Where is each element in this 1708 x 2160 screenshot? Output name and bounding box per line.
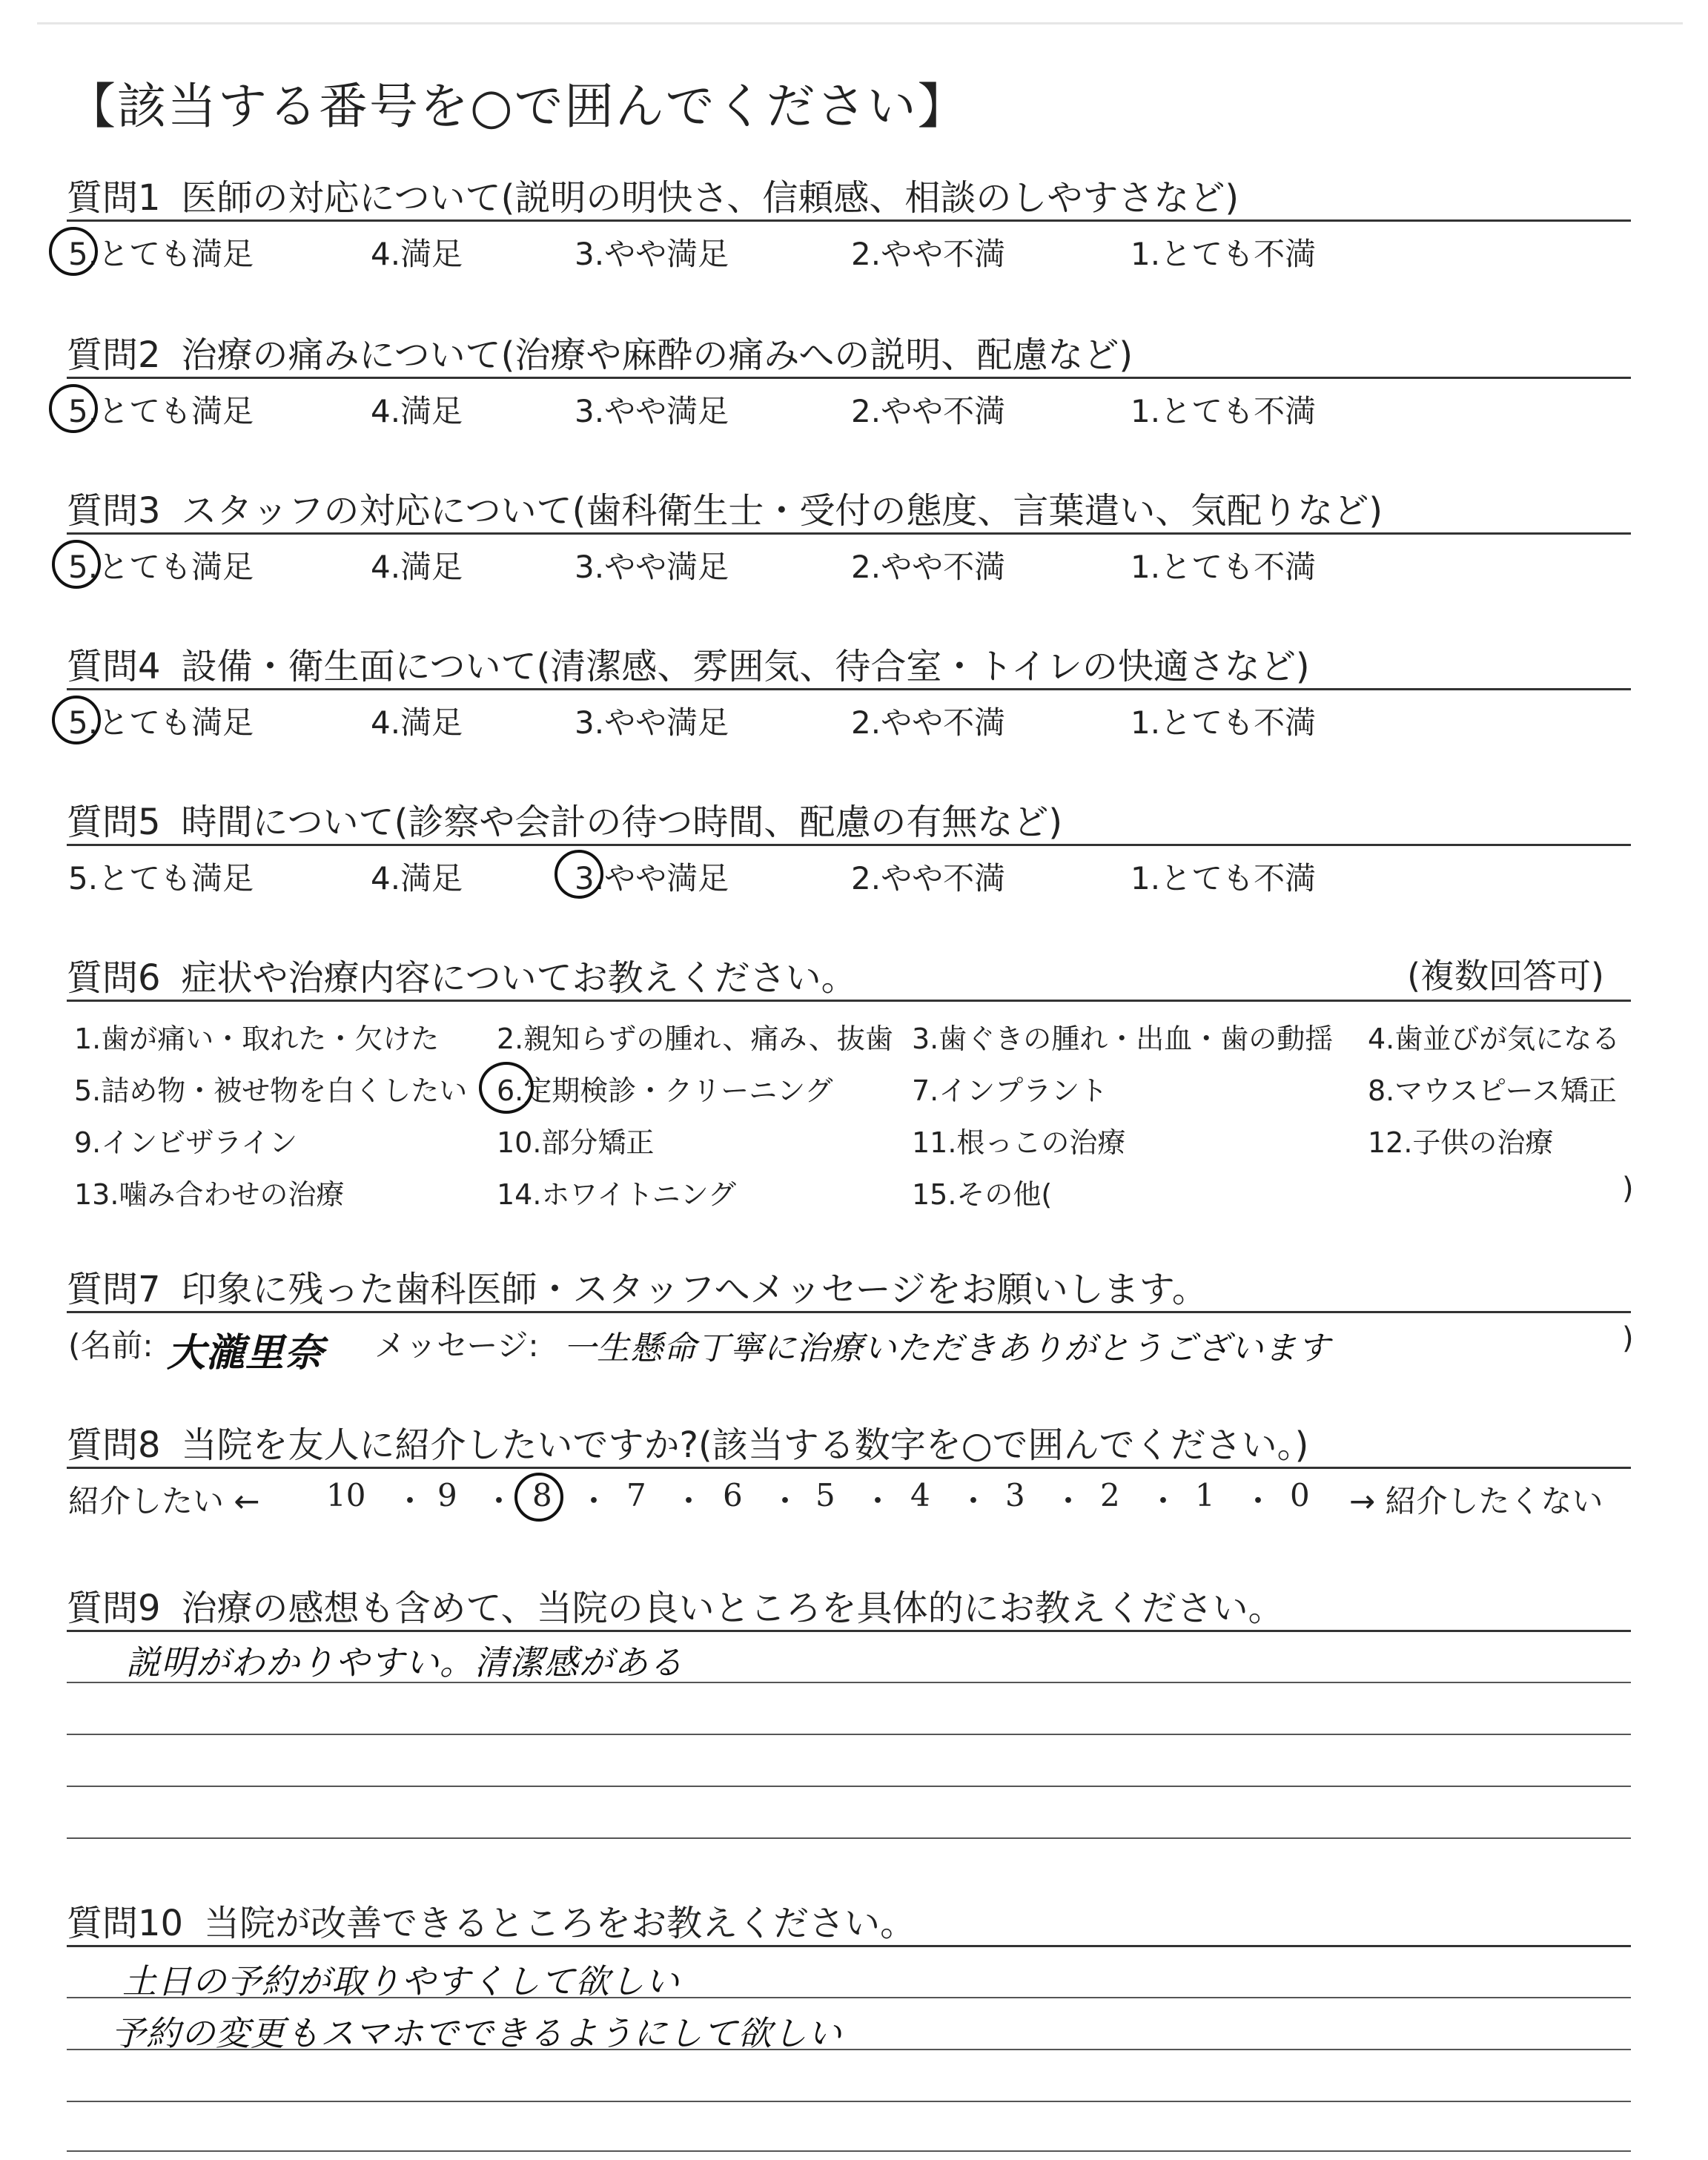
question-text: スタッフの対応について(歯科衛生士・受付の態度、言葉遣い、気配りなど) (181, 490, 1383, 532)
q6-item-11[interactable]: 11.根っこの治療 (912, 1126, 1126, 1159)
selection-circle (514, 1473, 563, 1522)
question-text: 治療の痛みについて(治療や麻酔の痛みへの説明、配慮など) (181, 334, 1133, 376)
q2-option-2[interactable]: 2.やや不満 (851, 393, 1006, 429)
scale-3[interactable]: 3 (1005, 1477, 1025, 1513)
answer-line (67, 1682, 1631, 1683)
question-number: 質問8 (67, 1424, 161, 1466)
scale-8[interactable]: 8 (532, 1477, 552, 1513)
message-close-paren: ) (1622, 1321, 1634, 1355)
question-6 (67, 949, 857, 1000)
scale-2[interactable]: 2 (1100, 1477, 1120, 1513)
scale-left-label: 紹介したい ← (68, 1483, 260, 1519)
q4-option-1[interactable]: 1.とても不満 (1131, 704, 1317, 741)
divider (67, 1311, 1631, 1313)
question-4 (67, 638, 1310, 689)
q6-item-7[interactable]: 7.インプラント (912, 1074, 1108, 1107)
answer-line (67, 1786, 1631, 1787)
question-text: 治療の感想も含めて、当院の良いところを具体的にお教えください。 (181, 1588, 1284, 1629)
divider (67, 219, 1631, 222)
answer-line (67, 2101, 1631, 2102)
q6-item-2[interactable]: 2.親知らずの腫れ、痛み、抜歯 (497, 1023, 893, 1055)
q5-option-3[interactable]: 3.やや満足 (575, 860, 729, 896)
q2-option-3[interactable]: 3.やや満足 (575, 393, 729, 429)
q6-item-1[interactable]: 1.歯が痛い・取れた・欠けた (74, 1023, 440, 1055)
question-9 (67, 1579, 1284, 1631)
scale-10[interactable]: 10 (326, 1477, 366, 1513)
q4-option-2[interactable]: 2.やや不満 (851, 704, 1006, 741)
scale-separator: ・ (673, 1483, 705, 1519)
divider (67, 1630, 1631, 1632)
q1-option-1[interactable]: 1.とても不満 (1131, 236, 1317, 272)
scale-separator: ・ (394, 1483, 426, 1519)
question-number: 質問3 (67, 490, 161, 532)
divider (67, 1000, 1631, 1002)
question-number: 質問4 (67, 646, 161, 687)
question-number: 質問10 (67, 1903, 184, 1944)
answer-line (67, 1837, 1631, 1839)
question-7 (67, 1261, 1208, 1312)
q6-item-8[interactable]: 8.マウスピース矯正 (1368, 1074, 1617, 1107)
top-border (37, 22, 1683, 24)
q5-option-5[interactable]: 5.とても満足 (68, 860, 254, 896)
question-text: 症状や治療内容についてお教えください。 (181, 957, 857, 999)
scale-4[interactable]: 4 (910, 1477, 930, 1513)
scale-1[interactable]: 1 (1195, 1477, 1215, 1513)
q3-option-1[interactable]: 1.とても不満 (1131, 549, 1317, 585)
question-number: 質問1 (67, 177, 161, 219)
q4-option-3[interactable]: 3.やや満足 (575, 704, 729, 741)
q1-option-4[interactable]: 4.満足 (371, 236, 463, 272)
name-value[interactable]: 大瀧里奈 (167, 1330, 325, 1375)
scale-7[interactable]: 7 (626, 1477, 646, 1513)
scale-separator: ・ (958, 1483, 990, 1519)
scale-separator: ・ (862, 1483, 894, 1519)
scale-9[interactable]: 9 (437, 1477, 457, 1513)
scale-separator: ・ (1148, 1483, 1179, 1519)
message-label: メッセージ: (374, 1327, 539, 1364)
q5-option-2[interactable]: 2.やや不満 (851, 860, 1006, 896)
divider (67, 844, 1631, 846)
divider (67, 532, 1631, 535)
scale-separator: ・ (483, 1483, 515, 1519)
scale-separator: ・ (578, 1483, 610, 1519)
question-number: 質問2 (67, 334, 161, 376)
answer-line (67, 1734, 1631, 1735)
q1-option-3[interactable]: 3.やや満足 (575, 236, 729, 272)
question-number: 質問7 (67, 1269, 161, 1310)
q6-item-13[interactable]: 13.噛み合わせの治療 (74, 1178, 345, 1211)
q6-item-6[interactable]: 6.定期検診・クリーニング (497, 1074, 833, 1107)
answer-line (67, 2150, 1631, 2152)
q10-answer-line-1[interactable]: 土日の予約が取りやすくして欲しい (122, 1961, 680, 2001)
q3-option-4[interactable]: 4.満足 (371, 549, 463, 585)
question-number: 質問6 (67, 957, 161, 999)
q10-answer-line-2[interactable]: 予約の変更もスマホでできるようにして欲しい (111, 2013, 843, 2053)
q5-option-4[interactable]: 4.満足 (371, 860, 463, 896)
answer-line (67, 2049, 1631, 2050)
divider (67, 688, 1631, 690)
q3-option-2[interactable]: 2.やや不満 (851, 549, 1006, 585)
question-8 (67, 1416, 1308, 1467)
q6-other-close-paren: ) (1622, 1172, 1634, 1206)
divider (67, 377, 1631, 379)
question-text: 印象に残った歯科医師・スタッフへメッセージをお願いします。 (181, 1269, 1208, 1310)
q3-option-5[interactable]: 5.とても満足 (68, 549, 254, 585)
q6-item-12[interactable]: 12.子供の治療 (1368, 1126, 1554, 1159)
selection-circle (52, 696, 101, 744)
q6-item-9[interactable]: 9.インビザライン (74, 1126, 298, 1159)
scale-0[interactable]: 0 (1290, 1477, 1310, 1513)
divider (67, 1467, 1631, 1469)
answer-line (67, 1997, 1631, 1998)
q2-option-5[interactable]: 5.とても満足 (68, 393, 254, 429)
q5-option-1[interactable]: 1.とても不満 (1131, 860, 1317, 896)
selection-circle (49, 384, 98, 433)
question-3 (67, 482, 1383, 533)
page-title: 【該当する番号を○で囲んでください】 (67, 78, 968, 135)
scale-separator: ・ (1242, 1483, 1274, 1519)
question-text: 医師の対応について(説明の明快さ、信頼感、相談のしやすさなど) (181, 177, 1239, 219)
question-number: 質問9 (67, 1588, 161, 1629)
scale-separator: ・ (769, 1483, 801, 1519)
selection-circle (52, 540, 101, 589)
question-1 (67, 169, 1239, 220)
q6-item-14[interactable]: 14.ホワイトニング (497, 1178, 737, 1211)
message-value[interactable]: 一生懸命丁寧に治療いただきありがとうございます (563, 1330, 1331, 1367)
question-text: 当院を友人に紹介したいですか?(該当する数字を○で囲んでください。) (181, 1424, 1309, 1466)
q1-option-2[interactable]: 2.やや不満 (851, 236, 1006, 272)
scale-separator: ・ (1053, 1483, 1085, 1519)
q1-option-5[interactable]: 5.とても満足 (68, 236, 254, 272)
q6-item-10[interactable]: 10.部分矯正 (497, 1126, 655, 1159)
scale-right-label: → 紹介したくない (1349, 1483, 1603, 1519)
question-5 (67, 793, 1062, 845)
scale-6[interactable]: 6 (723, 1477, 743, 1513)
q6-item-5[interactable]: 5.詰め物・被せ物を白くしたい (74, 1074, 468, 1107)
q2-option-1[interactable]: 1.とても不満 (1131, 393, 1317, 429)
question-number: 質問5 (67, 802, 161, 843)
q6-item-15[interactable]: 15.その他( (912, 1178, 1053, 1211)
q3-option-3[interactable]: 3.やや満足 (575, 549, 729, 585)
q4-option-4[interactable]: 4.満足 (371, 704, 463, 741)
question-10 (67, 1895, 916, 1946)
divider (67, 1945, 1631, 1947)
question-text: 時間について(診察や会計の待つ時間、配慮の有無など) (181, 802, 1063, 843)
multiple-answers-note: (複数回答可) (1407, 956, 1604, 996)
scale-5[interactable]: 5 (815, 1477, 835, 1513)
selection-circle (49, 227, 98, 276)
q6-item-3[interactable]: 3.歯ぐきの腫れ・出血・歯の動揺 (912, 1023, 1334, 1055)
question-2 (67, 326, 1133, 377)
selection-circle (555, 850, 603, 899)
q6-item-4[interactable]: 4.歯並びが気になる (1368, 1023, 1621, 1055)
q9-answer[interactable]: 説明がわかりやすい。清潔感がある (126, 1642, 683, 1682)
name-label: (名前: (68, 1327, 153, 1364)
question-text: 設備・衛生面について(清潔感、雰囲気、待合室・トイレの快適さなど) (181, 646, 1310, 687)
q2-option-4[interactable]: 4.満足 (371, 393, 463, 429)
selection-circle (479, 1062, 534, 1114)
q4-option-5[interactable]: 5.とても満足 (68, 704, 254, 741)
question-text: 当院が改善できるところをお教えください。 (204, 1903, 916, 1944)
